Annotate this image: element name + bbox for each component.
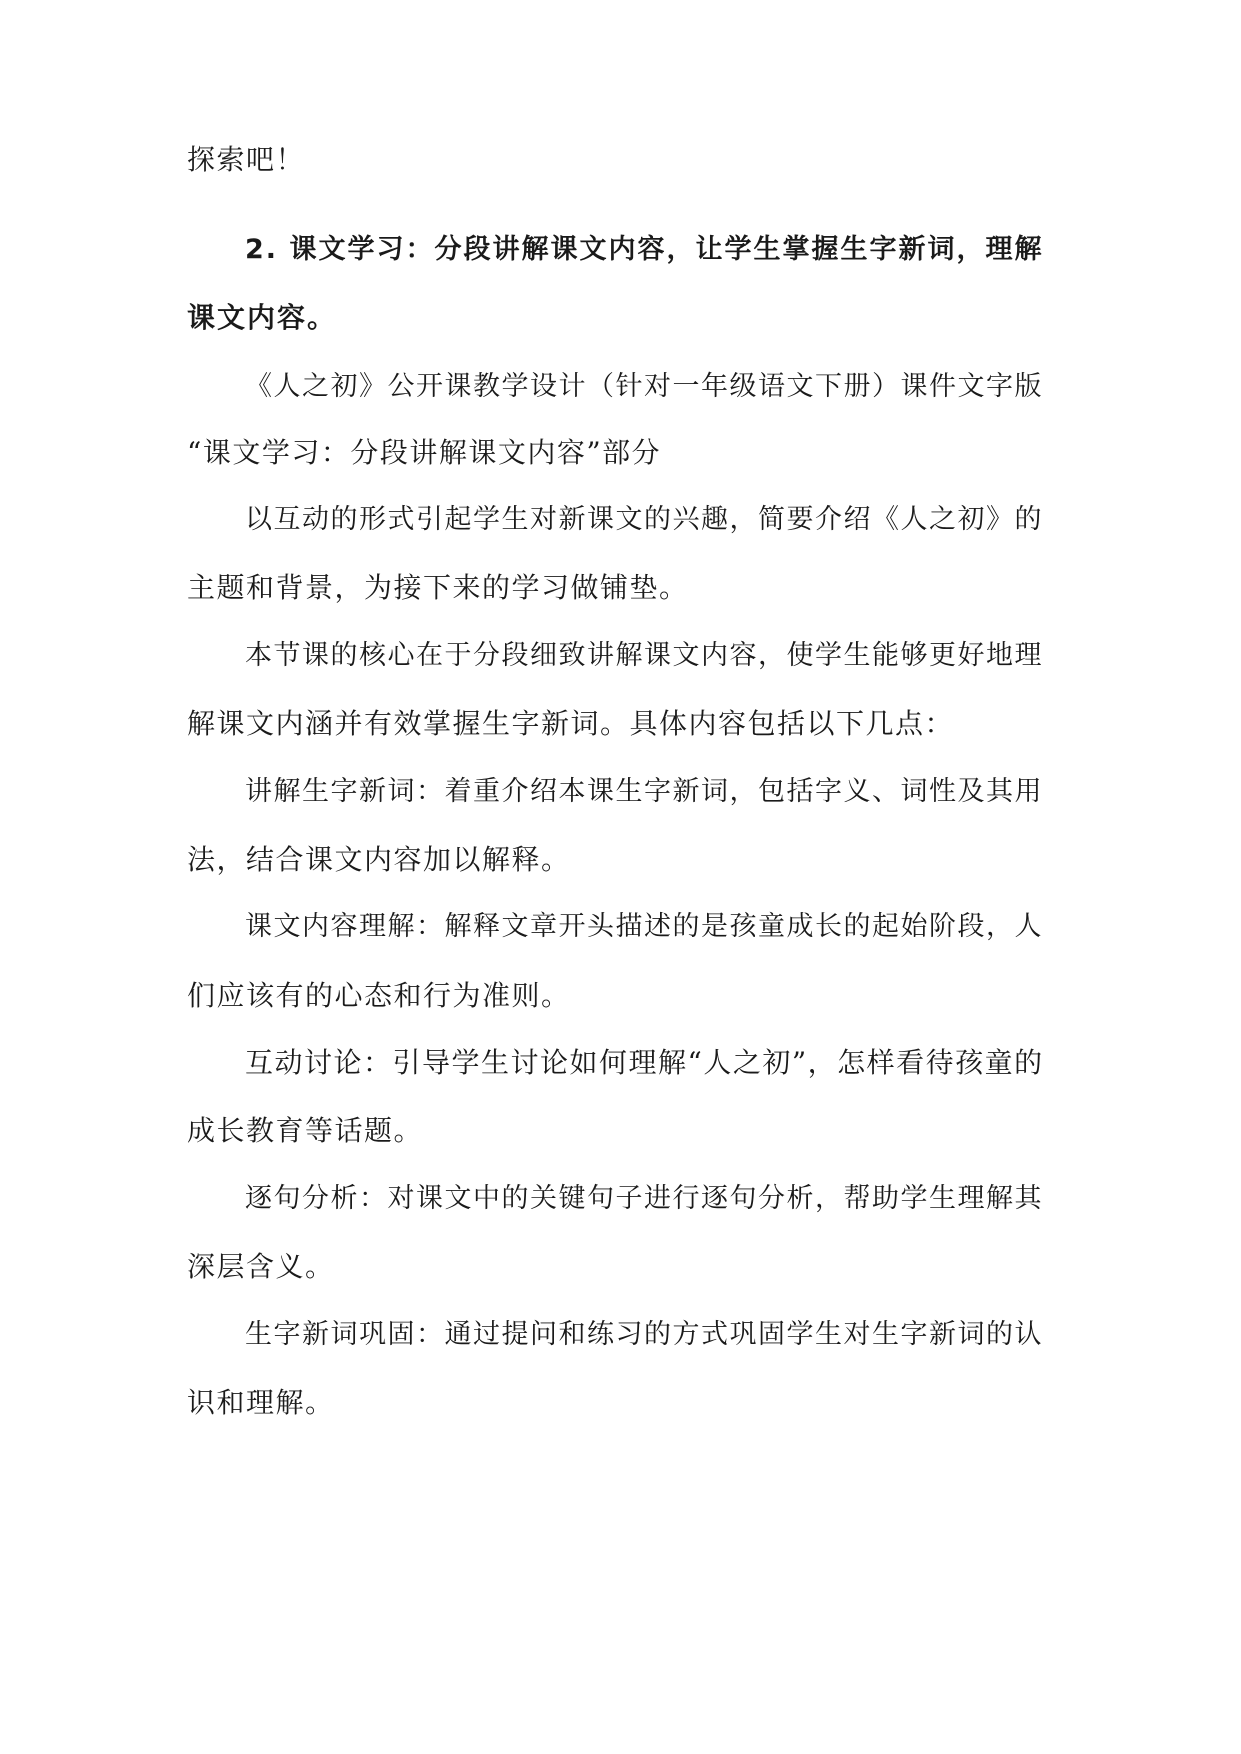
paragraph-line: 识和理解。	[187, 1386, 335, 1419]
paragraph-line: 以互动的形式引起学生对新课文的兴趣，简要介绍《人之初》的	[245, 504, 1043, 535]
paragraph-line: 主题和背景，为接下来的学习做铺垫。	[187, 571, 689, 604]
paragraph-line: 探索吧！	[187, 143, 306, 176]
paragraph-line: 讲解生字新词：着重介绍本课生字新词，包括字义、词性及其用	[245, 776, 1043, 807]
paragraph-line: 《人之初》公开课教学设计（针对一年级语文下册）课件文字版	[245, 371, 1043, 402]
paragraph-line: 法，结合课文内容加以解释。	[187, 843, 571, 876]
paragraph-line: 逐句分析：对课文中的关键句子进行逐句分析，帮助学生理解其	[245, 1183, 1043, 1214]
section-heading-line: 课文内容。	[187, 301, 338, 334]
paragraph-line: 课文内容理解：解释文章开头描述的是孩童成长的起始阶段，人	[245, 911, 1043, 942]
paragraph-line: 本节课的核心在于分段细致讲解课文内容，使学生能够更好地理	[245, 640, 1043, 671]
paragraph-line: 解课文内涵并有效掌握生字新词。具体内容包括以下几点：	[187, 707, 955, 740]
paragraph-line: 深层含义。	[187, 1250, 335, 1283]
paragraph-line: 们应该有的心态和行为准则。	[187, 979, 571, 1012]
paragraph-line: 成长教育等话题。	[187, 1114, 424, 1147]
paragraph-line: 生字新词巩固：通过提问和练习的方式巩固学生对生字新词的认	[245, 1319, 1043, 1350]
paragraph-line: “课文学习：分段讲解课文内容”部分	[187, 436, 662, 469]
paragraph-line: 互动讨论：引导学生讨论如何理解“人之初”，怎样看待孩童的	[245, 1046, 1044, 1079]
section-heading-line: 2. 课文学习：分段讲解课文内容，让学生掌握生字新词，理解	[245, 234, 1044, 265]
